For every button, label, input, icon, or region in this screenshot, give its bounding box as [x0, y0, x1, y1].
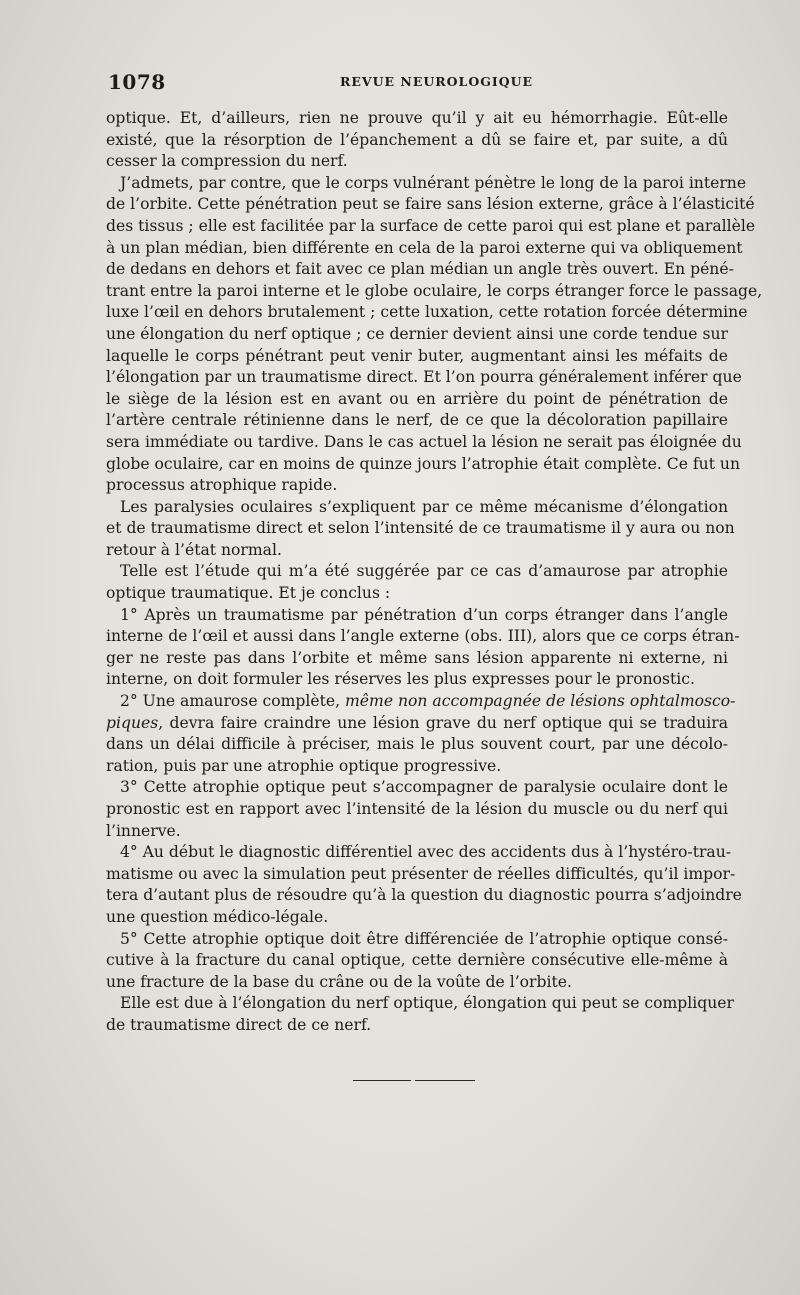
text-run: une fracture de la base du crâne ou de la voûte de l’orbite. [106, 972, 572, 991]
text-line [106, 540, 728, 562]
text-line [106, 669, 728, 691]
text-run: optique traumatique. Et je conclus : [106, 584, 391, 603]
text-line [106, 475, 728, 497]
end-separator-rule [353, 1080, 475, 1082]
text-run: matisme ou avec la simulation peut présenter de réelles difficultés, qu’il impor- [106, 864, 736, 883]
text-line [106, 130, 728, 152]
text-line [106, 302, 748, 324]
text-line [106, 561, 728, 583]
text-run: Telle est l’étude qui m’a été suggérée par ce cas d’amaurose par atrophie [120, 562, 728, 581]
text-line [106, 950, 728, 972]
text-line [106, 756, 728, 778]
text-line [106, 605, 728, 627]
text-line [106, 648, 728, 670]
text-line [106, 907, 728, 929]
text-run: , devra faire craindre une lésion grave du nerf optique qui se traduira [158, 713, 728, 732]
text-line [106, 734, 728, 756]
text-run: des tissus ; elle est facilitée par la surface de cette paroi qui est plane et parallèle [106, 216, 756, 235]
text-run: ger ne reste pas dans l’orbite et même sans lésion apparente ni externe, ni [106, 648, 728, 667]
text-line [106, 410, 728, 432]
text-run: 3° Cette atrophie optique peut s’accompagner de paralysie oculaire dont le [120, 778, 728, 797]
text-line [106, 216, 756, 238]
text-run: une question médico-légale. [106, 907, 329, 926]
text-run: 4° Au début le diagnostic différentiel avec des accidents dus à l’hystéro-trau- [120, 843, 732, 862]
text-line [106, 324, 728, 346]
text-line [106, 194, 755, 216]
text-run: trant entre la paroi interne et le globe oculaire, le corps étranger force le passage, [106, 281, 763, 300]
page-number: 1078 [108, 70, 166, 94]
text-line [106, 713, 728, 735]
text-line [106, 864, 736, 886]
text-run: processus atrophique rapide. [106, 476, 338, 495]
text-line [106, 821, 728, 843]
text-line [106, 432, 742, 454]
text-run: 5° Cette atrophie optique doit être différenciée de l’atrophie optique consé- [120, 929, 728, 948]
text-run: sera immédiate ou tardive. Dans le cas actuel la lésion ne serait pas éloignée du [106, 432, 742, 451]
text-run: ration, puis par une atrophie optique progressive. [106, 756, 502, 775]
text-line [106, 259, 734, 281]
text-run: 2° Une amaurose complète, [120, 692, 346, 711]
text-line [106, 151, 728, 173]
text-run: pronostic est en rapport avec l’intensité de la lésion du muscle ou du nerf qui [106, 800, 728, 818]
text-run: dans un délai difficile à préciser, mais le plus souvent court, par une décolo- [106, 735, 728, 754]
text-run: J’admets, par contre, que le corps vulnérant pénètre le long de la paroi interne [120, 173, 747, 192]
text-run: le siège de la lésion est en avant ou en arrière du point de pénétration de [106, 389, 728, 408]
text-line [106, 518, 735, 540]
text-line [106, 1015, 728, 1037]
text-line [106, 238, 743, 260]
text-run: existé, que la résorption de l’épanchement a dû se faire et, par suite, a dû [106, 130, 728, 149]
text-line [106, 691, 736, 713]
text-run: cesser la compression du nerf. [106, 152, 348, 171]
body-text [106, 108, 763, 1037]
text-line [106, 842, 732, 864]
text-line [106, 993, 734, 1015]
text-run: de traumatisme direct de ce nerf. [106, 1015, 372, 1034]
page-header [108, 70, 728, 100]
text-line [106, 389, 728, 411]
text-run: l’innerve. [106, 821, 181, 840]
text-run: optique. Et, d’ailleurs, rien ne prouve qu’il y ait eu hémorrhagie. Eût-elle [106, 109, 728, 127]
text-run: l’élongation par un traumatisme direct. Et l’on pourra généralement inférer que [106, 368, 742, 387]
text-line [106, 281, 763, 303]
text-line [106, 173, 747, 195]
text-line [106, 929, 728, 951]
text-run: luxe l’œil en dehors brutalement ; cette luxation, cette rotation forcée détermine [106, 303, 748, 322]
text-run: 1° Après un traumatisme par pénétration d’un corps étranger dans l’angle [120, 605, 728, 624]
text-run: interne, on doit formuler les réserves les plus expresses pour le pronostic. [106, 670, 695, 689]
text-run: à un plan médian, bien différente en cela de la paroi externe qui va obliquement [106, 238, 743, 257]
text-run: de l’orbite. Cette pénétration peut se faire sans lésion externe, grâce à l’élasticité [106, 195, 755, 214]
text-line [106, 777, 728, 799]
text-run: globe oculaire, car en moins de quinze jours l’atrophie était complète. Ce fut un [106, 454, 740, 473]
text-run: de dedans en dehors et fait avec ce plan médian un angle très ouvert. En péné- [106, 260, 734, 279]
text-run: laquelle le corps pénétrant peut venir buter, augmentant ainsi les méfaits de [106, 346, 728, 365]
text-line [106, 799, 728, 821]
italic-run: piques [106, 713, 159, 732]
text-line [106, 885, 742, 907]
text-run: l’artère centrale rétinienne dans le nerf, de ce que la décoloration papillaire [106, 411, 728, 430]
text-line [106, 497, 728, 519]
text-run: interne de l’œil et aussi dans l’angle externe (obs. III), alors que ce corps étran- [106, 627, 740, 646]
italic-run: même non accompagnée de lésions ophtalmosco- [345, 692, 736, 711]
text-line [106, 108, 728, 130]
text-run: Elle est due à l’élongation du nerf optique, élongation qui peut se compliquer [120, 994, 734, 1013]
text-line [106, 367, 742, 389]
text-line [106, 454, 740, 476]
text-run: cutive à la fracture du canal optique, cette dernière consécutive elle-même à [106, 951, 728, 970]
text-run: Les paralysies oculaires s’expliquent par ce même mécanisme d’élongation [120, 497, 728, 516]
text-run: et de traumatisme direct et selon l’intensité de ce traumatisme il y aura ou non [106, 519, 735, 538]
text-line [106, 346, 728, 368]
text-line [106, 626, 740, 648]
text-line [106, 972, 728, 994]
text-run: retour à l’état normal. [106, 540, 282, 559]
running-title: REVUE NEUROLOGIQUE [340, 74, 534, 89]
text-run: une élongation du nerf optique ; ce dernier devient ainsi une corde tendue sur [106, 324, 728, 343]
text-line [106, 583, 728, 605]
text-run: tera d’autant plus de résoudre qu’à la question du diagnostic pourra s’adjoindre [106, 886, 742, 905]
